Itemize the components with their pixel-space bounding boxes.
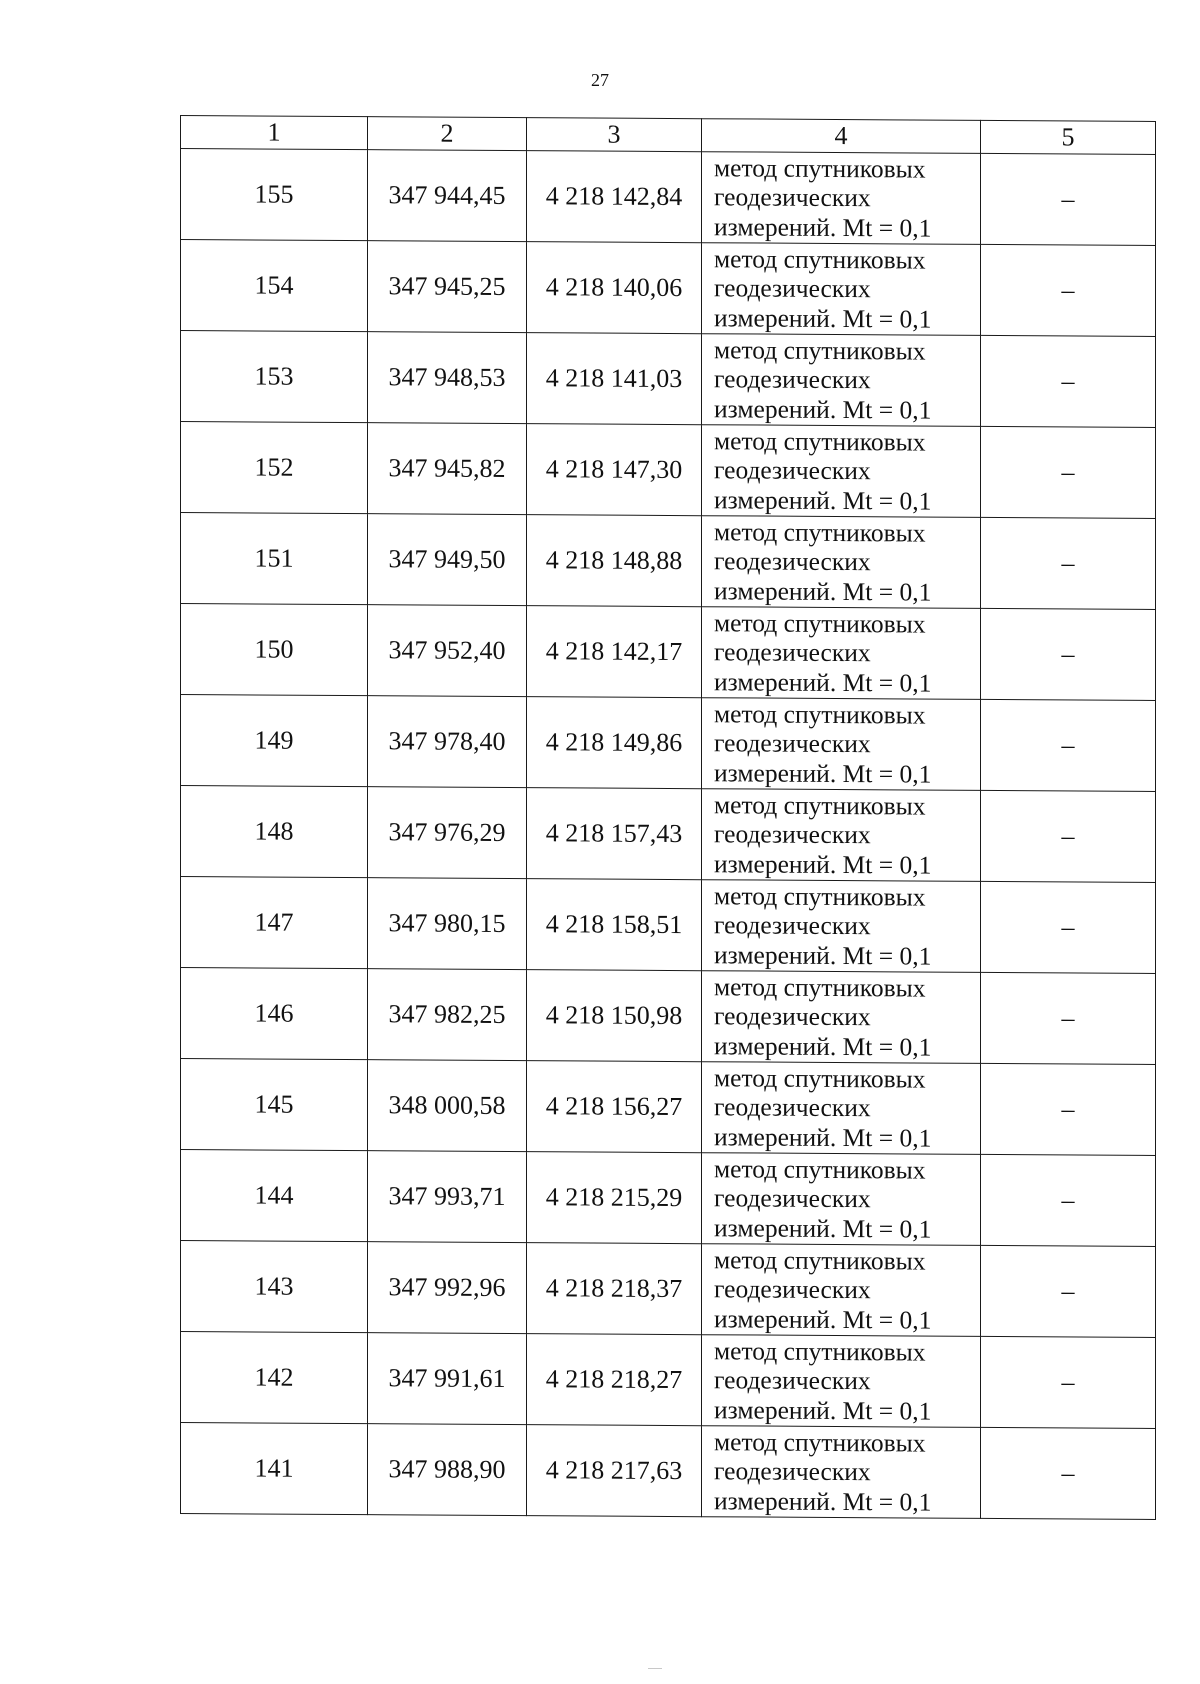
method-text-line: измерений. Mt = 0,1 [714,485,932,516]
note-cell: – [981,1245,1156,1337]
y-coordinate-cell: 4 218 218,37 [527,1243,702,1335]
note-cell: – [981,426,1156,518]
method-text-line: измерений. Mt = 0,1 [714,303,932,334]
method-text-line: геодезических [714,455,871,486]
note-cell: – [981,699,1156,791]
y-coordinate-cell: 4 218 157,43 [527,788,702,880]
method-text-line: геодезических [714,1365,871,1396]
y-coordinate-cell: 4 218 156,27 [527,1061,702,1153]
x-coordinate-cell: 347 993,71 [368,1151,527,1243]
point-number-cell: 155 [181,149,368,241]
table-row [181,1241,1156,1338]
point-number-cell: 154 [181,240,368,332]
table-row [181,604,1156,701]
x-coordinate-cell: 347 952,40 [368,605,527,697]
table-row [181,149,1156,246]
note-cell: – [981,790,1156,882]
table-row [181,1059,1156,1156]
method-text-line: измерений. Mt = 0,1 [714,1213,932,1244]
method-text-line: геодезических [714,910,871,941]
method-text-line: измерений. Mt = 0,1 [714,394,932,425]
y-coordinate-cell: 4 218 148,88 [527,515,702,607]
x-coordinate-cell: 347 949,50 [368,514,527,606]
method-text-line: измерений. Mt = 0,1 [714,849,932,880]
y-coordinate-cell: 4 218 141,03 [527,333,702,425]
method-text-line: геодезических [714,1183,871,1214]
method-text-line: метод спутниковых [714,790,926,821]
method-text-line: геодезических [714,637,871,668]
method-text-line: измерений. Mt = 0,1 [714,667,932,698]
column-header-1: 1 [181,116,368,150]
method-text-line: метод спутниковых [714,1154,926,1185]
column-header-5: 5 [981,120,1156,154]
point-number-cell: 142 [181,1332,368,1424]
method-text-line: метод спутниковых [714,1063,926,1094]
x-coordinate-cell: 347 978,40 [368,696,527,788]
x-coordinate-cell: 347 982,25 [368,969,527,1061]
method-text-line: геодезических [714,364,871,395]
table-row [181,422,1156,519]
method-cell [702,698,981,791]
method-text-line: измерений. Mt = 0,1 [714,576,932,607]
method-text-line: геодезических [714,182,871,213]
method-cell [702,243,981,336]
column-header-4: 4 [702,119,981,154]
method-text-line: измерений. Mt = 0,1 [714,212,932,243]
method-cell [702,1062,981,1155]
method-cell [702,516,981,609]
point-number-cell: 146 [181,968,368,1060]
table-row [181,968,1156,1065]
method-text-line: метод спутниковых [714,608,926,639]
x-coordinate-cell: 347 991,61 [368,1333,527,1425]
method-text-line: геодезических [714,1001,871,1032]
point-number-cell: 145 [181,1059,368,1151]
scan-mark [648,1668,662,1669]
method-text-line: геодезических [714,1456,871,1487]
point-number-cell: 143 [181,1241,368,1333]
table-row [181,1150,1156,1247]
method-cell [702,1426,981,1519]
method-text-line: геодезических [714,1092,871,1123]
method-text-line: измерений. Mt = 0,1 [714,940,932,971]
x-coordinate-cell: 347 945,82 [368,423,527,515]
table-row [181,786,1156,883]
note-cell: – [981,1427,1156,1519]
note-cell: – [981,517,1156,609]
point-number-cell: 152 [181,422,368,514]
note-cell: – [981,1154,1156,1246]
method-text-line: метод спутниковых [714,972,926,1003]
note-cell: – [981,608,1156,700]
method-cell [702,334,981,427]
point-number-cell: 150 [181,604,368,696]
x-coordinate-cell: 347 944,45 [368,150,527,242]
method-text-line: метод спутниковых [714,153,926,184]
method-text-line: геодезических [714,819,871,850]
y-coordinate-cell: 4 218 142,84 [527,151,702,243]
point-number-cell: 149 [181,695,368,787]
method-text-line: метод спутниковых [714,517,926,548]
y-coordinate-cell: 4 218 142,17 [527,606,702,698]
table-row [181,240,1156,337]
coordinates-table-container [180,115,1155,1520]
point-number-cell: 153 [181,331,368,423]
point-number-cell: 144 [181,1150,368,1242]
note-cell: – [981,1063,1156,1155]
point-number-cell: 141 [181,1423,368,1515]
table-row [181,1423,1156,1520]
method-text-line: измерений. Mt = 0,1 [714,1031,932,1062]
method-text-line: метод спутниковых [714,426,926,457]
method-cell [702,1153,981,1246]
x-coordinate-cell: 347 988,90 [368,1424,527,1516]
method-text-line: метод спутниковых [714,244,926,275]
method-text-line: метод спутниковых [714,881,926,912]
column-header-3: 3 [527,118,702,152]
method-text-line: метод спутниковых [714,1245,926,1276]
x-coordinate-cell: 347 976,29 [368,787,527,879]
method-text-line: геодезических [714,273,871,304]
x-coordinate-cell: 347 992,96 [368,1242,527,1334]
method-cell [702,880,981,973]
table-row [181,877,1156,974]
method-cell [702,789,981,882]
table-body [181,149,1156,1520]
method-text-line: измерений. Mt = 0,1 [714,758,932,789]
column-header-2: 2 [368,117,527,151]
note-cell: – [981,335,1156,427]
method-cell [702,152,981,245]
method-text-line: измерений. Mt = 0,1 [714,1395,932,1426]
x-coordinate-cell: 348 000,58 [368,1060,527,1152]
note-cell: – [981,972,1156,1064]
method-cell [702,607,981,700]
table-row [181,695,1156,792]
method-text-line: геодезических [714,1274,871,1305]
note-cell: – [981,153,1156,245]
point-number-cell: 147 [181,877,368,969]
y-coordinate-cell: 4 218 217,63 [527,1425,702,1517]
method-cell [702,1335,981,1428]
method-text-line: метод спутниковых [714,1336,926,1367]
note-cell: – [981,1336,1156,1428]
method-cell [702,1244,981,1337]
method-cell [702,425,981,518]
y-coordinate-cell: 4 218 140,06 [527,242,702,334]
y-coordinate-cell: 4 218 147,30 [527,424,702,516]
table-row [181,513,1156,610]
x-coordinate-cell: 347 980,15 [368,878,527,970]
table-row [181,331,1156,428]
y-coordinate-cell: 4 218 215,29 [527,1152,702,1244]
table-row [181,1332,1156,1429]
page-number: 27 [591,70,609,90]
note-cell: – [981,881,1156,973]
coordinates-table [180,115,1156,1520]
method-text-line: измерений. Mt = 0,1 [714,1486,932,1517]
method-text-line: геодезических [714,728,871,759]
y-coordinate-cell: 4 218 150,98 [527,970,702,1062]
method-text-line: метод спутниковых [714,699,926,730]
y-coordinate-cell: 4 218 149,86 [527,697,702,789]
method-text-line: метод спутниковых [714,335,926,366]
x-coordinate-cell: 347 945,25 [368,241,527,333]
y-coordinate-cell: 4 218 158,51 [527,879,702,971]
method-text-line: измерений. Mt = 0,1 [714,1122,932,1153]
point-number-cell: 148 [181,786,368,878]
method-cell [702,971,981,1064]
x-coordinate-cell: 347 948,53 [368,332,527,424]
method-text-line: геодезических [714,546,871,577]
point-number-cell: 151 [181,513,368,605]
method-text-line: измерений. Mt = 0,1 [714,1304,932,1335]
method-text-line: метод спутниковых [714,1427,926,1458]
y-coordinate-cell: 4 218 218,27 [527,1334,702,1426]
note-cell: – [981,244,1156,336]
